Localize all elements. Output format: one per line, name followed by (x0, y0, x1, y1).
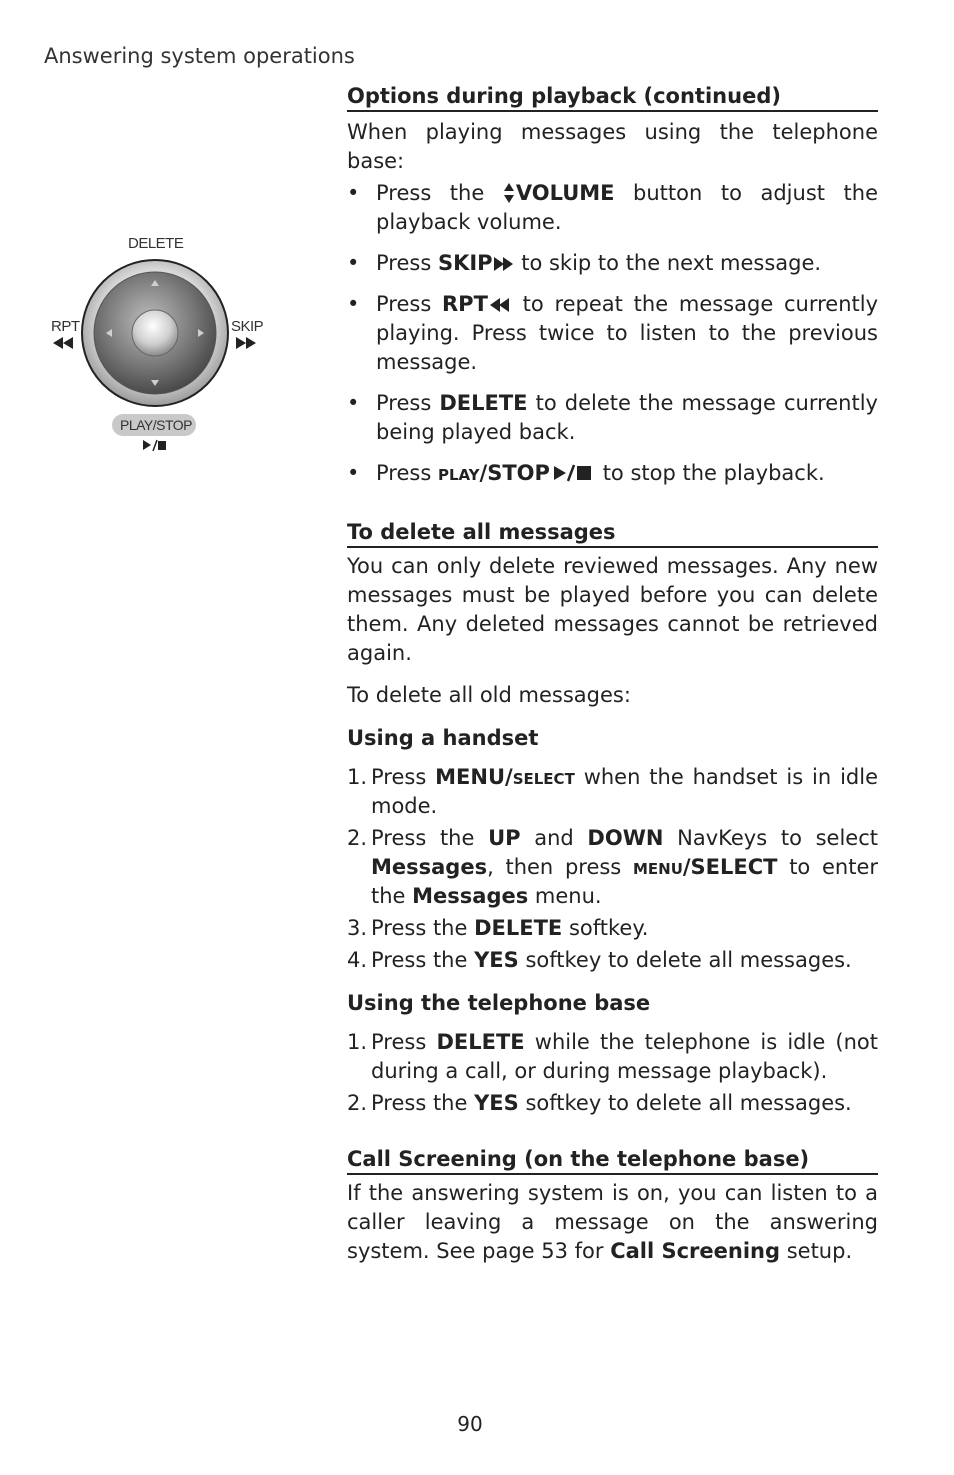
rpt-label: RPT (51, 318, 80, 335)
handset-subheading: Using a handset (347, 726, 539, 750)
list-item: • Press SKIP to skip to the next message. (347, 249, 878, 278)
list-item: 3. Press the DELETE softkey. (347, 916, 649, 940)
screening-para: If the answering system is on, you can listen to a caller leaving a message on the answering system. See page 53 for Call Screening setup. (347, 1181, 878, 1263)
delete-label: DELETE (128, 235, 184, 252)
list-item: 1. Press MENU/select when the handset is in idle mode. (347, 765, 878, 818)
list-item: 2. Press the YES softkey to delete all messages. (347, 1091, 852, 1115)
playback-heading: Options during playback (continued) (347, 82, 878, 112)
list-item: • Press DELETE to delete the message currently being played back. (347, 389, 878, 447)
main-column (347, 82, 878, 1266)
screening-heading: Call Screening (on the telephone base) (347, 1145, 878, 1175)
delete-old-intro: To delete all old messages: (347, 683, 631, 707)
handset-steps (347, 763, 878, 975)
playstop-label: PLAY/STOP (120, 417, 193, 433)
list-item: • Press the VOLUME button to adjust the playback volume. (347, 179, 878, 237)
playback-intro: When playing messages using the telephone base: (347, 120, 878, 173)
delete-all-heading: To delete all messages (347, 518, 878, 548)
delete-all-intro: You can only delete reviewed messages. Any new messages must be played before you can delete them. Any deleted messages cannot be retrieved again. (347, 554, 878, 665)
play-stop-icon (552, 464, 596, 482)
skip-icon (493, 256, 515, 272)
list-item: • Press play/STOP to stop the playback. (347, 459, 878, 488)
list-item: • Press RPT to repeat the message currently playing. Press twice to listen to the previous message. (347, 290, 878, 377)
base-subheading: Using the telephone base (347, 991, 651, 1015)
base-steps (347, 1028, 878, 1118)
page-number: 90 (457, 1412, 483, 1436)
skip-label: SKIP (231, 318, 264, 335)
volume-updown-icon (503, 182, 515, 204)
list-item: 4. Press the YES softkey to delete all messages. (347, 948, 852, 972)
running-head: Answering system operations (44, 44, 355, 68)
list-item: 1. Press DELETE while the telephone is idle (not during a call, or during message playback). (347, 1030, 878, 1083)
nav-key-diagram (44, 230, 274, 460)
playback-options-list (347, 179, 878, 488)
repeat-icon (488, 297, 512, 313)
list-item: 2. Press the UP and DOWN NavKeys to select Messages, then press menu/SELECT to enter the Messages menu. (347, 826, 879, 908)
